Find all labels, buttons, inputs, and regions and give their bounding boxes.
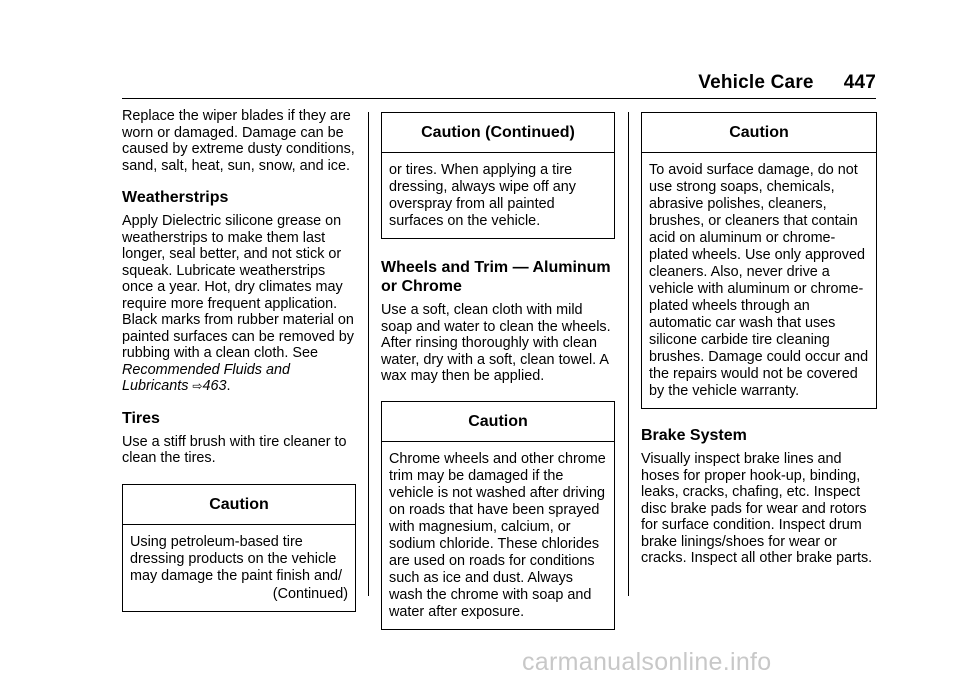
caution-title: Caution — [642, 113, 876, 153]
caution-body — [382, 442, 614, 629]
weatherstrips-heading: Weatherstrips — [122, 189, 229, 206]
wiper-paragraph: Replace the wiper blades if they are worn or damaged. Damage can be caused by extreme dusty conditions, sand, salt, heat, sun, snow, and ice. — [122, 108, 355, 174]
weatherstrips-ref-link[interactable]: Recommended Fluids and Lubricants — [122, 361, 290, 394]
caution-title: Caution — [123, 485, 355, 525]
caution-title: Caution — [382, 402, 614, 442]
weatherstrips-ref-page[interactable]: 463 — [202, 378, 227, 394]
brake-paragraph: Visually inspect brake lines and hoses for proper hook-up, binding, leaks, cracks, chafing, etc. Inspect disc brake pads for wear and rotors for surface condition. Inspect drum brake linings/shoes for wear or cracks. Inspect all other brake parts. — [641, 451, 873, 566]
caution-text: Chrome wheels and other chrome trim may be damaged if the vehicle is not washed after driving on roads that have been sprayed with magnesium, calcium, or sodium chloride. These chlorides are used on roads for conditions such as ice and dust. Always wash the chrome with soap and water after exposure. — [389, 450, 606, 620]
wheels-paragraph: Use a soft, clean cloth with mild soap and water to clean the wheels. After rinsing thoroughly with clean water, dry with a soft, clean towel. A wax may then be applied. — [381, 302, 611, 384]
caution-text: or tires. When applying a tire dressing, always wipe off any overspray from all painted surfaces on the vehicle. — [389, 162, 576, 229]
caution-box-chrome — [381, 401, 615, 630]
running-head — [698, 72, 876, 94]
column-2 — [381, 112, 615, 630]
weatherstrips-text: Apply Dielectric silicone grease on weatherstrips to make them last longer, seal better, and not stick or squeak. Lubricate weatherstrips once a year. Hot, dry climates may require more frequent application. Black marks from rubber material on painted surfaces can be removed by rubbing with a clean cloth. See — [122, 213, 354, 361]
tires-paragraph: Use a stiff brush with tire cleaner to clean the tires. — [122, 433, 347, 466]
tires-heading: Tires — [122, 409, 160, 427]
header-rule — [122, 98, 876, 99]
brake-heading: Brake System — [641, 427, 747, 444]
column-divider — [628, 112, 629, 596]
column-3 — [641, 112, 877, 567]
caution-box-continued — [381, 112, 615, 239]
weatherstrips-paragraph: Apply Dielectric silicone grease on weatherstrips to make them last longer, seal better, and not stick or squeak. Lubricate weatherstrips once a year. Hot, dry climates may require more frequent application. Black marks from rubber material on painted surfaces can be removed by rubbing with a clean cloth. See Recommended Fluids and Lubricants ⇨463. — [122, 213, 354, 394]
caution-body — [382, 153, 614, 238]
page-ref-arrow-icon: ⇨ — [192, 379, 203, 393]
caution-body — [642, 153, 876, 408]
page-header — [122, 70, 876, 100]
caution-box — [122, 484, 356, 612]
caution-text: Using petroleum-based tire dressing products on the vehicle may damage the paint finish and/ — [130, 533, 342, 584]
caution-text: To avoid surface damage, do not use strong soaps, chemicals, abrasive polishes, cleaners, brushes, or cleaners that contain acid on aluminum or chrome-plated wheels. Use only approved cleaners. Also, never drive a vehicle with aluminum or chrome-plated wheels through an automatic car wash that uses silicone carbide tire cleaning brushes. Damage could occur and the repairs would not be covered by the vehicle warranty. — [649, 162, 869, 399]
continued-label: (Continued) — [272, 585, 348, 602]
caution-title: Caution (Continued) — [382, 113, 614, 153]
caution-body — [123, 525, 355, 611]
page-number: 447 — [843, 72, 876, 93]
caution-box-aluminum — [641, 112, 877, 409]
column-divider — [368, 112, 369, 596]
column-1 — [122, 108, 356, 612]
section-title: Vehicle Care — [698, 72, 814, 93]
wheels-heading: Wheels and Trim — Aluminum or Chrome — [381, 259, 611, 295]
watermark: carmanualsonline.info — [522, 648, 772, 676]
